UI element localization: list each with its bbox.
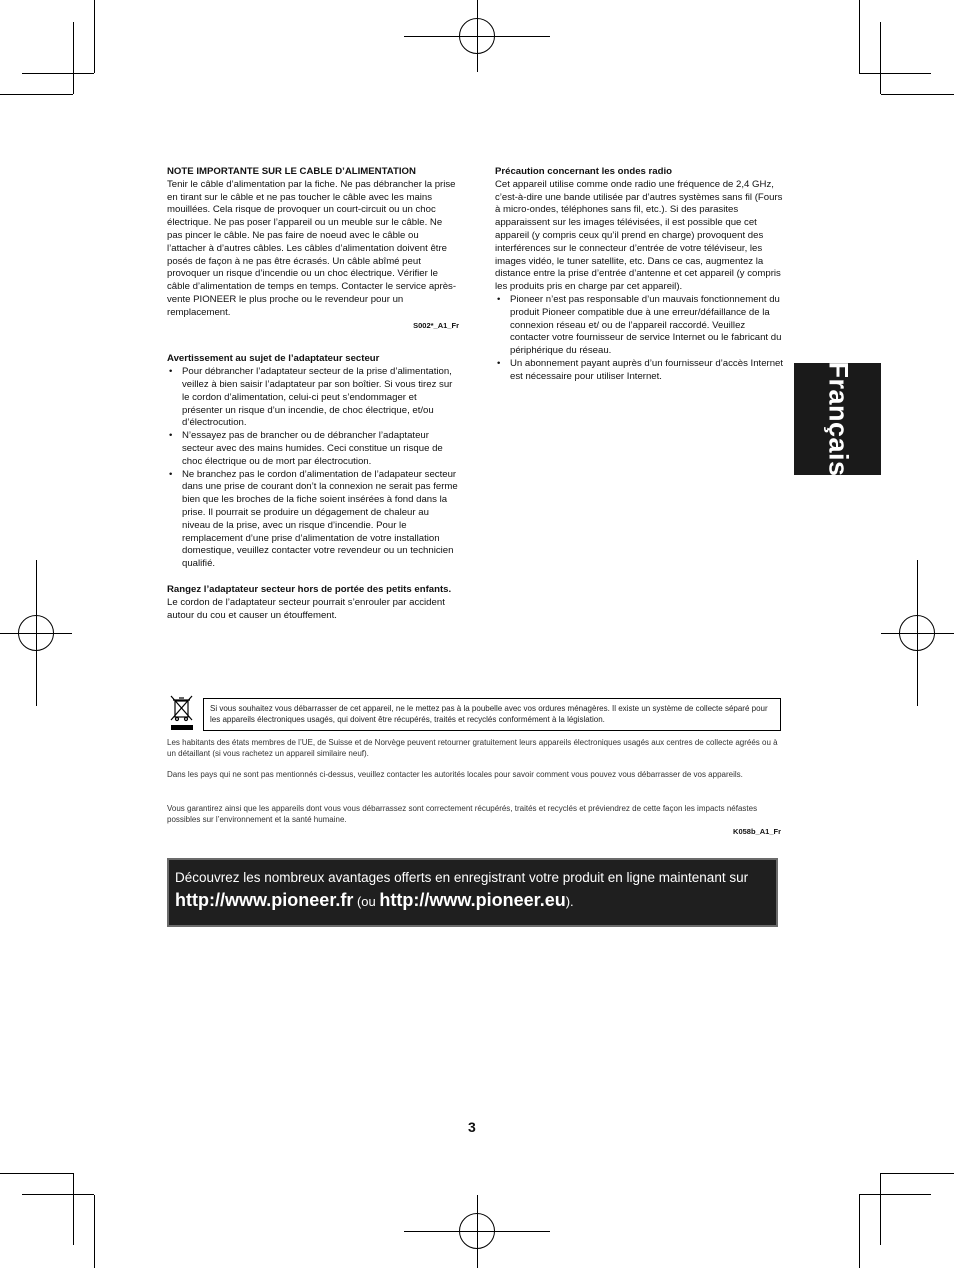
list-item: • Pioneer n’est pas responsable d’un mauvais fonctionnement du produit Pioneer compatible due à une erreur/défaillance de la connexion réseau et/ ou de l’appareil raccordé. Veuillez contacter votre fournisseur de service Internet ou le fabricant du périphérique du réseau. — [510, 294, 787, 358]
page-number: 3 — [468, 1119, 476, 1135]
left-column — [167, 166, 459, 622]
list-item: • Un abonnement payant auprès d’un fournisseur d’accès Internet est nécessaire pour utiliser Internet. — [510, 358, 787, 384]
pioneer-eu-link[interactable]: http://www.pioneer.eu — [379, 890, 566, 910]
adapter-warning-list — [167, 366, 459, 571]
pioneer-fr-link[interactable]: http://www.pioneer.fr — [175, 890, 354, 910]
right-column — [495, 166, 787, 384]
language-tab-label: Français — [823, 361, 853, 477]
crossed-bin-icon — [168, 693, 196, 731]
radio-waves-body: Cet appareil utilise comme onde radio une fréquence de 2,4 GHz, c’est-à-dire une bande utilisée par d’autres systèmes sans fil (Fours à micro-ondes, téléphones sans fil, etc.). Si des parasites apparaissent sur les images télévisées, il est possible que cet appareil (y compris ceux qu’il prend en charge) provoquent des interférences sur le connecteur d’entrée de votre téléviseur, les images vidéo, le tuner satellite, etc. Dans ce cas, augmentez la distance entre la prise d’entrée d’antenne et cet appareil (y compris les produits pris en charge par cet appareil). — [495, 178, 783, 293]
weee-paragraph-1: Les habitants des états membres de l’UE, de Suisse et de Norvège peuvent retourner gratuitement leurs appareils électroniques usagés aux centres de collecte agréés ou à un détaillant (si vous rachetez un appareil similaire neuf). — [167, 738, 778, 758]
power-cable-code: S002*_A1_Fr — [413, 320, 459, 330]
adapter-warning-heading: Avertissement au sujet de l’adaptateur secteur — [167, 353, 380, 365]
banner-text: Découvrez les nombreux avantages offerts en enregistrant votre produit en ligne maintenant sur — [175, 870, 749, 885]
weee-paragraph-3: Vous garantirez ainsi que les appareils dont vous vous débarrassez sont correctement récupérés, traités et recyclés et préviendrez de cette façon les impacts néfastes possibles sur l’environnement et la santé humaine. — [167, 804, 758, 824]
children-warning-body: Le cordon de l’adaptateur secteur pourrait s’enrouler par accident autour du cou et causer un étouffement. — [167, 596, 445, 621]
registration-banner — [167, 858, 778, 927]
banner-or-text: (ou — [353, 894, 380, 909]
radio-waves-heading: Précaution concernant les ondes radio — [495, 166, 672, 177]
weee-notice-box: Si vous souhaitez vous débarrasser de cet appareil, ne le mettez pas à la poubelle avec vos ordures ménagères. Il existe un système de collecte séparé pour les appareils électroniques usagés, qui doivent être récupérés, traités et recyclés conformément à la législation. — [203, 698, 781, 731]
children-warning-heading: Rangez l’adaptateur secteur hors de portée des petits enfants. — [167, 583, 452, 595]
language-tab — [794, 363, 881, 475]
banner-close-text: ). — [565, 894, 574, 909]
list-item: • Pour débrancher l’adaptateur secteur de la prise d’alimentation, veillez à bien saisir l’adaptateur par son boîtier. Si vous tirez sur le cordon d’alimentation, celui-ci peut s’endommager et présenter un risque d’un incendie, de choc électrique, et/ou d’électrocution. — [182, 366, 459, 430]
weee-code: K058b_A1_Fr — [733, 827, 781, 836]
power-cable-heading: NOTE IMPORTANTE SUR LE CABLE D’ALIMENTATION — [167, 166, 416, 177]
list-item: • N’essayez pas de brancher ou de débrancher l’adaptateur secteur avec des mains humides. Ceci constitue un risque de choc électrique ou de mort par électrocution. — [182, 430, 459, 468]
weee-paragraph-2: Dans les pays qui ne sont pas mentionnés ci-dessus, veuillez contacter les autorités locales pour savoir comment vous pouvez vous débarrasser de vos appareils. — [167, 770, 743, 779]
list-item: • Ne branchez pas le cordon d’alimentation de l’adapateur secteur dans une prise de courant don’t la connexion ne serait pas ferme bien que les broches de la fiche soient insérées à fond dans la prise. Il pourrait se produire un dégagement de chaleur au niveau de la prise, avec un risque d’incendie. Pour le remplacement d’une prise d’alimentation de votre installation domestique, veuillez contacter votre revendeur ou un technicien qualifié. — [182, 469, 459, 571]
power-cable-body: Tenir le câble d’alimentation par la fiche. Ne pas débrancher la prise en tirant sur le câble et ne pas toucher le câble avec les mains mouillées. Cela risque de provoquer un court-circuit ou un choc électrique. Ne pas poser l’appareil ou un meuble sur le câble. Ne pas pincer le câble. Ne pas faire de noeud avec le câble ou l’attacher à d’autres câbles. Les câbles d’alimentation doivent être posés de façon à ne pas être écrasés. Un câble abîmé peut provoquer un risque d’incendie ou un choc électrique. Vérifier le câble d’alimentation de temps en temps. Contacter le service après-vente PIONEER le plus proche ou le revendeur pour un remplacement. — [167, 178, 457, 318]
banner-links — [175, 887, 770, 915]
radio-waves-list — [495, 294, 787, 384]
